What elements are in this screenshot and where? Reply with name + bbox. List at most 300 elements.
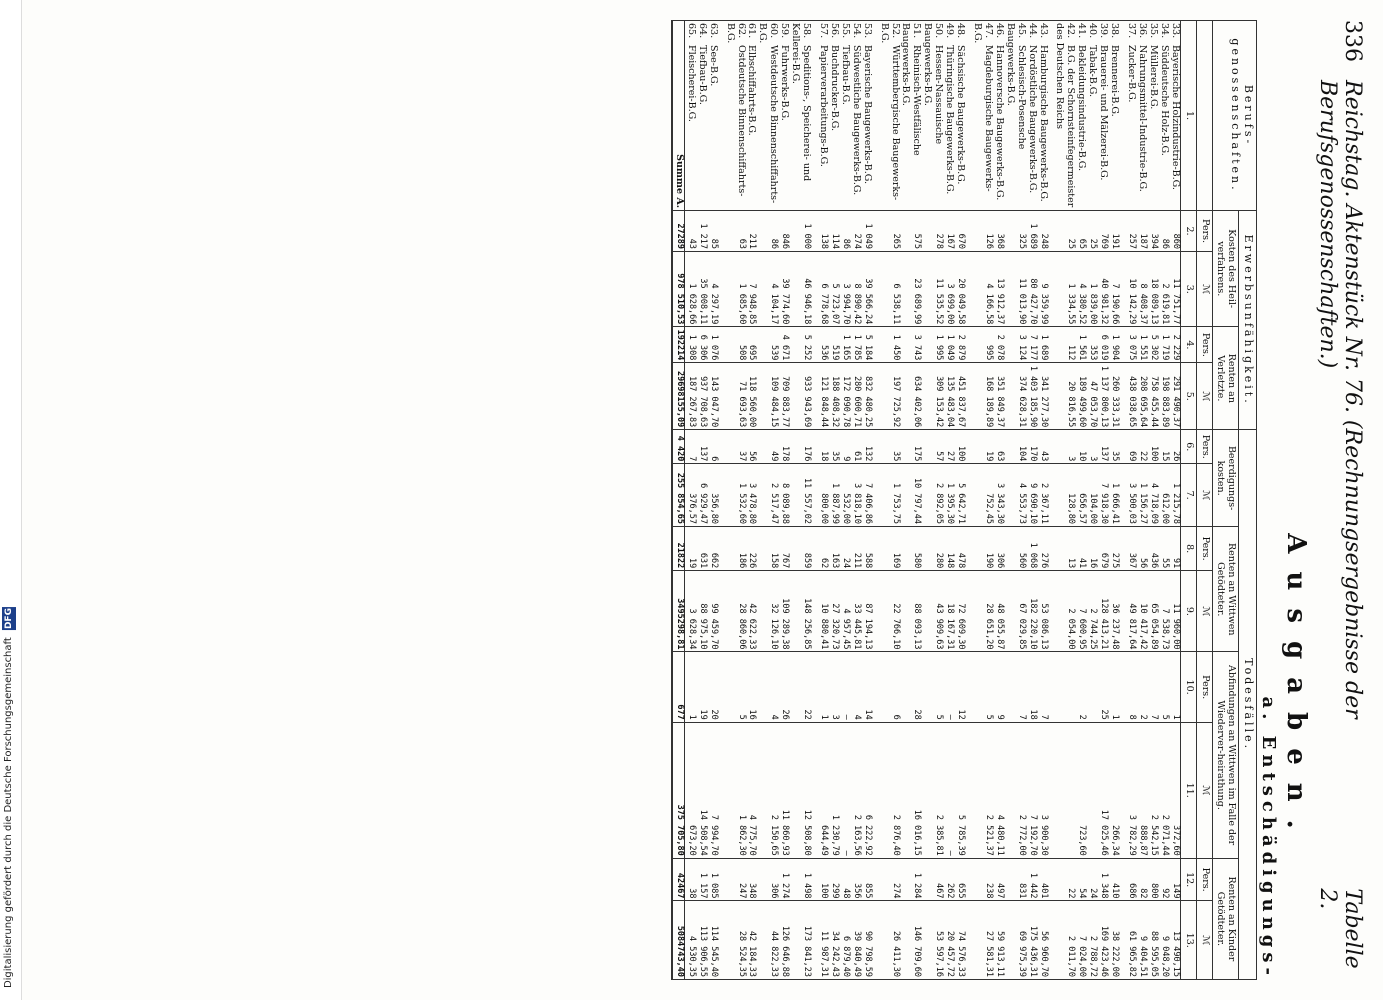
persons-cell: 69 [1125, 430, 1136, 464]
row-label: Müllerei-B.G. [1147, 45, 1159, 110]
persons-cell: 1 284 [900, 858, 922, 901]
amount-cell: 27 581,31 [971, 901, 993, 980]
amount-cell: 173 841,23 [789, 901, 811, 980]
table-area [47, 20, 1257, 980]
amount-cell: 34 242,43 [828, 901, 839, 980]
row-number: 42. [1065, 23, 1077, 39]
sum-label: Summe A. [672, 21, 684, 211]
page-header [1317, 20, 1365, 980]
amount-cell: 10 797,44 [900, 464, 922, 527]
amount-cell: 723,60 [1075, 722, 1086, 858]
persons-cell: 248 [1037, 211, 1048, 252]
gap-cell [1119, 652, 1125, 722]
amount-cell: 11 751,77 [1169, 252, 1180, 327]
persons-cell: 91 [1169, 527, 1180, 571]
amount-cell: 28 860,06 [724, 571, 746, 652]
amount-cell: 8 089,88 [778, 464, 789, 527]
amount-cell: 5 642,71 [954, 464, 965, 527]
amount-cell: 4 297,19 [707, 252, 718, 327]
row-number: 55. [839, 23, 851, 39]
amount-cell: 438 038,65 [1125, 363, 1136, 430]
persons-cell: 348 [746, 858, 757, 901]
amount-cell: 7 918,30 [1097, 464, 1108, 527]
row-label: Buchdrucker-B.G. [828, 45, 840, 132]
persons-cell: 238 [971, 858, 993, 901]
amount-cell: 208 695,64 [1136, 363, 1147, 430]
col-header-renten-verletzte: Renten an Verletzte. [1212, 327, 1239, 430]
persons-cell: 679 [1097, 527, 1108, 571]
amount-cell: 2 071,44 [1158, 722, 1169, 858]
amount-cell: 187 267,83 [684, 363, 695, 430]
persons-cell: 22 [1136, 430, 1147, 464]
row-name-cell [756, 21, 778, 211]
persons-cell: 325 [1004, 211, 1026, 252]
table-row [1075, 21, 1086, 980]
persons-cell: 85 [707, 211, 718, 252]
amount-cell: 18 167,31 [943, 571, 954, 652]
amount-cell: 13 490,15 [1169, 901, 1180, 980]
persons-cell: 8 [1125, 652, 1136, 722]
amount-cell: 1 666,41 [1108, 464, 1119, 527]
amount-cell: 6 778,68 [817, 252, 828, 327]
amount-cell: 11 987,31 [817, 901, 828, 980]
persons-cell: 1 068 [1026, 527, 1037, 571]
amount-cell: 1 753,75 [878, 464, 900, 527]
persons-cell: 2 229 [1169, 327, 1180, 363]
amount-cell: 2 876,40 [878, 722, 900, 858]
amount-cell: 28 651,20 [971, 571, 993, 652]
amount-cell: 104,00 [1086, 464, 1097, 527]
persons-cell: 4 671 [778, 327, 789, 363]
row-label: Brennerei-B.G. [1109, 45, 1121, 117]
sum-cell: 192214 [672, 327, 684, 363]
persons-cell: 1 [817, 652, 828, 722]
persons-cell: 138 [817, 211, 828, 252]
persons-cell: 1 561 [1075, 327, 1086, 363]
unit-cell-pers: Pers. [1196, 652, 1212, 722]
row-number: 37. [1125, 23, 1137, 39]
amount-cell: 3 699,00 [943, 252, 954, 327]
unit-cell-pers: Pers. [1196, 211, 1212, 252]
persons-cell: 299 [828, 858, 839, 901]
row-name-cell [1097, 21, 1108, 211]
persons-cell: 114 [828, 211, 839, 252]
table-body [672, 21, 1180, 980]
amount-cell: 1 230,79 [828, 722, 839, 858]
persons-cell: 5 [921, 652, 943, 722]
table-row [1158, 21, 1169, 980]
amount-cell: 53 597,16 [921, 901, 943, 980]
persons-cell: 306 [756, 858, 778, 901]
persons-cell: 100 [817, 858, 828, 901]
amount-cell: 3 782,29 [1125, 722, 1136, 858]
amount-cell: 23 689,99 [900, 252, 922, 327]
persons-cell: 62 [817, 527, 828, 571]
persons-cell: 367 [1125, 527, 1136, 571]
row-name-cell [861, 21, 872, 211]
persons-cell: 9 [993, 652, 1004, 722]
unit-cell-mark: ℳ [1196, 571, 1212, 652]
row-number: 40. [1087, 23, 1099, 39]
amount-cell: 7 406,86 [861, 464, 872, 527]
persons-cell: 1 [1169, 652, 1180, 722]
row-label: Nordöstliche Baugewerks-B.G. [1026, 45, 1038, 194]
amount-cell: 7 192,70 [1026, 722, 1037, 858]
persons-cell: 1 157 [696, 858, 707, 901]
persons-cell [1054, 652, 1076, 722]
persons-cell: 186 [724, 527, 746, 571]
persons-cell: 1 000 [789, 211, 811, 252]
persons-cell: 1 165 [839, 327, 850, 363]
amount-cell: 69 975,39 [1004, 901, 1026, 980]
row-number: 50. [933, 23, 945, 39]
amount-cell: 146 709,60 [900, 901, 922, 980]
amount-cell: 59 913,11 [993, 901, 1004, 980]
amount-cell: 16 016,15 [900, 722, 922, 858]
persons-cell: 394 [1147, 211, 1158, 252]
col-header-kinder: Renten an Kinder Getödteter. [1212, 858, 1239, 979]
row-name-cell [1125, 21, 1136, 211]
persons-cell: 275 [1108, 527, 1119, 571]
persons-cell: 16 [746, 652, 757, 722]
persons-cell: 580 [900, 527, 922, 571]
persons-cell: 1 049 [861, 211, 872, 252]
persons-cell: 670 [954, 211, 965, 252]
table-row [1108, 21, 1119, 980]
persons-cell: 35 [1108, 430, 1119, 464]
amount-cell: 612,00 [1158, 464, 1169, 527]
row-number: 53. [861, 23, 873, 39]
amount-cell: 33 445,81 [850, 571, 861, 652]
amount-cell: 4 104,17 [756, 252, 778, 327]
amount-cell: 280 600,71 [850, 363, 861, 430]
persons-cell: 401 [1037, 858, 1048, 901]
amount-cell: 44 822,33 [756, 901, 778, 980]
row-number: 39. [1098, 23, 1110, 39]
footer-credit [2, 607, 16, 988]
row-number: 61. [746, 23, 758, 39]
persons-cell: 539 [756, 327, 778, 363]
table-row [778, 21, 789, 980]
row-number: 64. [696, 23, 708, 39]
row-name-cell [1075, 21, 1086, 211]
amount-cell: 758 455,44 [1147, 363, 1158, 430]
row-name-cell [778, 21, 789, 211]
persons-cell: 35 [828, 430, 839, 464]
row-name-cell [1037, 21, 1048, 211]
persons-cell: 38 [684, 858, 695, 901]
data-table [671, 20, 1257, 980]
amount-cell: 2 542,15 [1147, 722, 1158, 858]
persons-cell: 262 [943, 858, 954, 901]
amount-cell: 2 011,70 [1054, 901, 1076, 980]
row-name-cell [900, 21, 922, 211]
row-name-cell [839, 21, 850, 211]
row-name-cell [828, 21, 839, 211]
persons-cell: 5 [724, 652, 746, 722]
amount-cell: 143 047,70 [707, 363, 718, 430]
amount-cell: 260 333,31 [1108, 363, 1119, 430]
row-label: Brauerei- und Mälzerei-B.G. [1098, 45, 1110, 181]
amount-cell: 56 960,70 [1037, 901, 1048, 980]
amount-cell: 2 521,37 [971, 722, 993, 858]
amount-cell: 20 049,58 [954, 252, 965, 327]
row-number: 58. [801, 23, 813, 39]
amount-cell: 3 343,30 [993, 464, 1004, 527]
row-number: 45. [1015, 23, 1027, 39]
amount-cell: 2 619,81 [1158, 252, 1169, 327]
amount-cell: 10 880,41 [817, 571, 828, 652]
sum-cell: 29698155,09 [672, 363, 684, 430]
amount-cell: 88 595,05 [1147, 901, 1158, 980]
persons-cell: 43 [684, 211, 695, 252]
table-row [1004, 21, 1026, 980]
persons-cell: 536 [817, 327, 828, 363]
column-number: 1. [1180, 21, 1196, 211]
amount-cell: 7 948,85 [746, 252, 757, 327]
row-number: 49. [944, 23, 956, 39]
table-row [746, 21, 757, 980]
row-name-cell [1147, 21, 1158, 211]
table-row [850, 21, 861, 980]
persons-cell: 65 [1075, 211, 1086, 252]
amount-cell: 8 408,37 [1136, 252, 1147, 327]
persons-cell: 61 [850, 430, 861, 464]
amount-cell: 888,87 [1136, 722, 1147, 858]
row-label: Ostdeutsche Binnenschiffahrts-B.G. [724, 23, 747, 197]
persons-cell: 2 [1136, 652, 1147, 722]
amount-cell: 198 883,89 [1158, 363, 1169, 430]
table-row [756, 21, 778, 980]
row-label: Südwestliche Baugewerks-B.G. [850, 45, 862, 196]
sum-cell: 27289 [672, 211, 684, 252]
row-label: Württembergische Baugewerks-B.G. [878, 23, 901, 201]
row-number: 35. [1147, 23, 1159, 39]
persons-cell: 148 [943, 527, 954, 571]
persons-cell: 86 [1158, 211, 1169, 252]
persons-cell: 9 [839, 430, 850, 464]
persons-cell: 63 [724, 211, 746, 252]
amount-cell: 87 194,13 [861, 571, 872, 652]
scanned-page [22, 0, 1383, 1000]
table-row [993, 21, 1004, 980]
table-row [861, 21, 872, 980]
amount-cell: 17 025,46 [1097, 722, 1108, 858]
row-number: 52. [889, 23, 901, 39]
column-number: 2. [1180, 211, 1196, 252]
persons-cell: 7 177 [1026, 327, 1037, 363]
row-number: 38. [1109, 23, 1121, 39]
persons-cell: 6 [878, 652, 900, 722]
table-row [789, 21, 811, 980]
row-label: Speditions-, Speicherei- und Kellerei-B.G. [790, 23, 813, 182]
persons-cell: 175 [900, 430, 922, 464]
persons-cell: 19 [684, 527, 695, 571]
amount-cell: 28 524,35 [724, 901, 746, 980]
column-number: 13. [1180, 901, 1196, 980]
amount-cell: 46 946,18 [789, 252, 811, 327]
table-label: Tabelle 2. [1315, 888, 1365, 969]
row-name-cell [696, 21, 707, 211]
persons-cell: 178 [778, 430, 789, 464]
amount-cell: 71 693,63 [724, 363, 746, 430]
row-label: Zucker-B.G. [1125, 45, 1137, 103]
row-label: Hamburgische Baugewerks-B.G. [1037, 45, 1049, 202]
persons-cell: 1 085 [707, 858, 718, 901]
amount-cell: 128 413,21 [1097, 571, 1108, 652]
amount-cell: 197 725,92 [878, 363, 900, 430]
persons-cell: 467 [921, 858, 943, 901]
group-header-erwerbsunfaehigkeit: Erwerbsunfähigkeit. [1239, 211, 1257, 430]
col-header-genossenschaften: Berufs-genossenschaften. [1212, 21, 1256, 211]
amount-cell: 39 840,49 [850, 901, 861, 980]
persons-cell: 22 [1054, 858, 1076, 901]
persons-cell: 274 [850, 211, 861, 252]
amount-cell: — [943, 722, 954, 858]
amount-cell: 4 380,52 [1075, 252, 1086, 327]
row-label: Süddeutsche Holz-B.G. [1158, 45, 1170, 156]
amount-cell: 2 385,81 [921, 722, 943, 858]
row-name-cell [1136, 21, 1147, 211]
persons-cell: 274 [878, 858, 900, 901]
persons-cell: 767 [778, 527, 789, 571]
row-label: Magdeburgische Baugewerks-B.G. [972, 23, 994, 192]
row-name-cell [817, 21, 828, 211]
amount-cell: 168 189,89 [971, 363, 993, 430]
persons-cell: 170 [1026, 430, 1037, 464]
amount-cell: 14 508,54 [696, 722, 707, 858]
column-number: 10. [1180, 652, 1196, 722]
persons-cell: 3 124 [1004, 327, 1026, 363]
sum-cell: 21822 [672, 527, 684, 571]
amount-cell: 12 508,80 [789, 722, 811, 858]
amount-cell: 42 622,33 [746, 571, 757, 652]
persons-cell: 19 [971, 430, 993, 464]
row-name-cell [850, 21, 861, 211]
row-number: 51. [911, 23, 923, 39]
units-row [1196, 21, 1212, 980]
persons-cell: 353 [1086, 327, 1097, 363]
row-number: 62. [735, 23, 747, 39]
persons-cell: 169 [878, 527, 900, 571]
amount-cell: 4 775,70 [746, 722, 757, 858]
amount-cell: 126 646,88 [778, 901, 789, 980]
persons-cell: 631 [696, 527, 707, 571]
column-number: 11. [1180, 722, 1196, 858]
persons-cell: 176 [789, 430, 811, 464]
persons-cell: 860 [1169, 211, 1180, 252]
amount-cell: 10 142,29 [1125, 252, 1136, 327]
row-number: 33. [1169, 23, 1181, 39]
amount-cell: 121 848,44 [817, 363, 828, 430]
row-label: Sächsische Baugewerks-B.G. [955, 45, 967, 185]
row-name-cell [1158, 21, 1169, 211]
unit-cell-empty [1196, 21, 1212, 211]
table-row [900, 21, 922, 980]
unit-cell-mark: ℳ [1196, 252, 1212, 327]
amount-cell: 1 403 185,90 [1026, 363, 1037, 430]
persons-cell: 655 [954, 858, 965, 901]
persons-cell: 478 [954, 527, 965, 571]
amount-cell: 2 892,05 [921, 464, 943, 527]
table-row [1054, 21, 1076, 980]
column-numbers-row [1180, 21, 1196, 980]
persons-cell: 226 [746, 527, 757, 571]
amount-cell: 4 480,11 [993, 722, 1004, 858]
row-name-cell [746, 21, 757, 211]
table-row [1125, 21, 1136, 980]
persons-cell: 695 [746, 327, 757, 363]
table-row [696, 21, 707, 980]
row-label: B.G. der Schornsteinfegermeister des Deutschen Reichs [1054, 23, 1077, 208]
persons-cell: 859 [789, 527, 811, 571]
amount-cell: 67 029,85 [1004, 571, 1026, 652]
amount-cell: 20 816,55 [1054, 363, 1076, 430]
amount-cell: 5 723,07 [828, 252, 839, 327]
row-label: Fleischerei-B.G. [685, 45, 697, 122]
persons-cell: 588 [861, 527, 872, 571]
amount-cell: 135 483,04 [943, 363, 954, 430]
persons-cell: 126 [971, 211, 993, 252]
amount-cell: 1 685,60 [724, 252, 746, 327]
amount-cell: 35 008,11 [696, 252, 707, 327]
persons-cell: 4 [850, 652, 861, 722]
amount-cell: 309 153,42 [921, 363, 943, 430]
amount-cell: 11 013,90 [1004, 252, 1026, 327]
section-subheading: a. Entschädigungs- [1258, 696, 1279, 980]
persons-cell: 1 995 [921, 327, 943, 363]
persons-cell: 19 [696, 652, 707, 722]
table-row [817, 21, 828, 980]
row-label: Bayerische Baugewerks-B.G. [861, 45, 873, 185]
persons-cell: 63 [993, 430, 1004, 464]
amount-cell: 11 535,52 [921, 252, 943, 327]
col-header-abfindungen: Abfindungen an Wittwen im Falle der Wiederver-heirathung. [1212, 652, 1239, 858]
amount-cell: 351 849,37 [993, 363, 1004, 430]
amount-cell: 109 484,15 [756, 363, 778, 430]
persons-cell: 158 [756, 527, 778, 571]
amount-cell: 27 320,73 [828, 571, 839, 652]
row-label: Rheinisch-Westfälische Baugewerks-B.G. [900, 23, 923, 156]
persons-cell: 25 [1086, 211, 1097, 252]
persons-cell: 1 217 [696, 211, 707, 252]
table-row [1026, 21, 1037, 980]
row-name-cell [993, 21, 1004, 211]
persons-cell: 56 [1136, 527, 1147, 571]
amount-cell: — [839, 722, 850, 858]
amount-cell: 7 024,00 [1075, 901, 1086, 980]
persons-cell: 995 [971, 327, 993, 363]
amount-cell: 40 981,32 [1097, 252, 1108, 327]
persons-cell: 7 [1004, 652, 1026, 722]
persons-cell: 41 [1075, 527, 1086, 571]
persons-cell: 4 [756, 652, 778, 722]
amount-cell: 2 772,00 [1004, 722, 1026, 858]
persons-cell: 497 [993, 858, 1004, 901]
row-number: 57. [818, 23, 830, 39]
row-number: 60. [768, 23, 780, 39]
sum-cell: 3495298,81 [672, 571, 684, 652]
amount-cell: 800,00 [817, 464, 828, 527]
persons-cell: 55 [1158, 527, 1169, 571]
amount-cell: 39 774,60 [778, 252, 789, 327]
row-number: 34. [1158, 23, 1170, 39]
persons-cell: 247 [724, 858, 746, 901]
persons-cell: — [943, 652, 954, 722]
row-label: Thüringische Baugewerks-B.G. [944, 45, 956, 195]
amount-cell: 49 817,64 [1125, 571, 1136, 652]
row-name-cell [921, 21, 943, 211]
